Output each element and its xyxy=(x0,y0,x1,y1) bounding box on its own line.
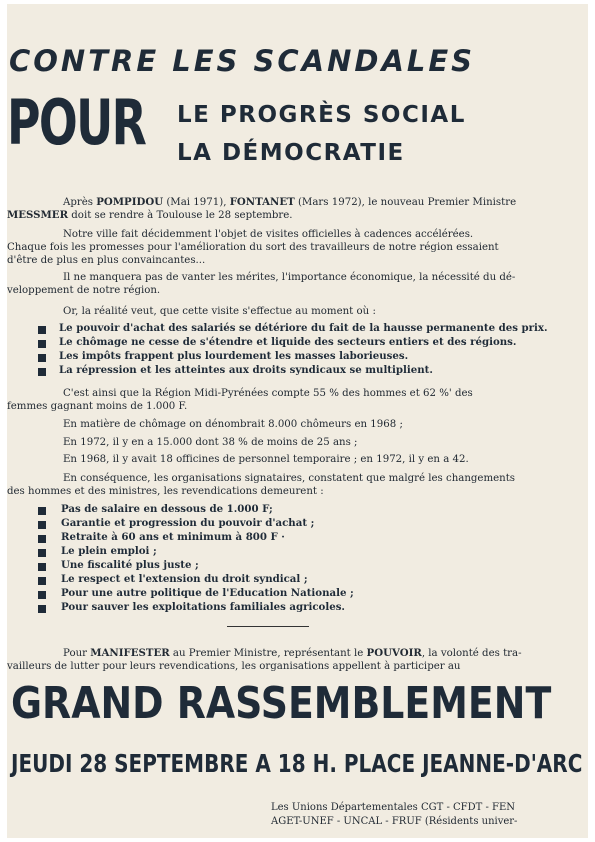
text: (Mars 1972), le nouveau Premier Ministre xyxy=(294,197,517,208)
demand-item: Le respect et l'extension du droit syndical ; xyxy=(61,573,308,585)
bullet-square xyxy=(38,563,46,571)
intro-line: Notre ville fait décidemment l'objet de visites officielles à cadences accélérées. xyxy=(63,229,474,240)
reality-item: Les impôts frappent plus lourdement les masses laborieuses. xyxy=(59,350,409,362)
stats-line: En conséquence, les organisations signataires, constatent que malgré les changements xyxy=(63,473,516,484)
text: , la volonté des tra- xyxy=(421,648,522,659)
bullet-square xyxy=(38,577,46,585)
demand-item: Une fiscalité plus juste ; xyxy=(61,559,199,571)
headline-contre: CONTRE LES SCANDALES xyxy=(9,44,476,78)
text: (Mai 1971), xyxy=(163,197,230,208)
bullet-square xyxy=(38,591,46,599)
headline-pour: POUR xyxy=(7,86,146,159)
intro-line: Or, la réalité veut, que cette visite s'effectue au moment où : xyxy=(63,306,376,317)
intro-line: Il ne manquera pas de vanter les mérites, l'importance économique, la nécessité du dé- xyxy=(63,272,516,283)
demand-item: Retraite à 60 ans et minimum à 800 F · xyxy=(61,531,285,543)
stats-line: En 1968, il y avait 18 officines de personnel temporaire ; en 1972, il y en a 42. xyxy=(63,454,469,465)
stats-line: En 1972, il y en a 15.000 dont 38 % de moins de 25 ans ; xyxy=(63,437,358,448)
word-manifester: MANIFESTER xyxy=(90,647,170,659)
demand-item: Pour une autre politique de l'Education Nationale ; xyxy=(61,587,354,599)
demand-item: Pour sauver les exploitations familiales agricoles. xyxy=(61,601,345,613)
leaflet-page xyxy=(7,4,588,838)
demand-item: Pas de salaire en dessous de 1.000 F; xyxy=(61,503,273,515)
word-pouvoir: POUVOIR xyxy=(366,647,422,659)
event-date-place: JEUDI 28 SEPTEMBRE A 18 H. PLACE JEANNE-D'ARC xyxy=(11,749,583,778)
bullet-square xyxy=(38,521,46,529)
demand-item: Garantie et progression du pouvoir d'achat ; xyxy=(61,517,315,529)
intro-line: Chaque fois les promesses pour l'amélioration du sort des travailleurs de notre région essaient xyxy=(7,242,499,253)
call-line xyxy=(63,647,522,660)
intro-line: d'être de plus en plus convaincantes... xyxy=(7,255,206,266)
reality-item: Le pouvoir d'achat des salariés se détériore du fait de la hausse permanente des prix. xyxy=(59,322,548,334)
name-fontanet: FONTANET xyxy=(229,196,295,208)
intro-line xyxy=(7,209,293,222)
bullet-square xyxy=(38,326,46,334)
signatories-line: AGET-UNEF - UNCAL - FRUF (Résidents univer- xyxy=(271,816,518,827)
reality-item: La répression et les atteintes aux droits syndicaux se multiplient. xyxy=(59,364,433,376)
signatories-line: Les Unions Départementales CGT - CFDT - FEN xyxy=(271,802,516,813)
bullet-square xyxy=(38,507,46,515)
demand-item: Le plein emploi ; xyxy=(61,545,157,557)
divider-rule xyxy=(227,626,309,627)
stats-line: En matière de chômage on dénombrait 8.000 chômeurs en 1968 ; xyxy=(63,419,403,430)
bullet-square xyxy=(38,340,46,348)
bullet-square xyxy=(38,605,46,613)
text: Pour xyxy=(63,648,91,659)
name-pompidou: POMPIDOU xyxy=(96,196,164,208)
text: au Premier Ministre, représentant le xyxy=(169,648,367,659)
name-messmer: MESSMER xyxy=(7,209,69,221)
headline-progres-social: LE PROGRÈS SOCIAL xyxy=(177,102,466,128)
bullet-square xyxy=(38,535,46,543)
event-title: GRAND RASSEMBLEMENT xyxy=(11,678,552,729)
text: doit se rendre à Toulouse le 28 septembre. xyxy=(68,210,293,221)
headline-democratie: LA DÉMOCRATIE xyxy=(177,140,405,166)
intro-line xyxy=(63,196,516,209)
text: Après xyxy=(63,197,97,208)
bullet-square xyxy=(38,549,46,557)
call-line: vailleurs de lutter pour leurs revendications, les organisations appellent à participer au xyxy=(7,661,461,672)
stats-line: femmes gagnant moins de 1.000 F. xyxy=(7,401,188,412)
stats-line: C'est ainsi que la Région Midi-Pyrénées compte 55 % des hommes et 62 %' des xyxy=(63,388,473,399)
intro-line: veloppement de notre région. xyxy=(7,285,161,296)
reality-item: Le chômage ne cesse de s'étendre et liquide des secteurs entiers et des régions. xyxy=(59,336,517,348)
bullet-square xyxy=(38,368,46,376)
bullet-square xyxy=(38,354,46,362)
stats-line: des hommes et des ministres, les revendications demeurent : xyxy=(7,486,324,497)
